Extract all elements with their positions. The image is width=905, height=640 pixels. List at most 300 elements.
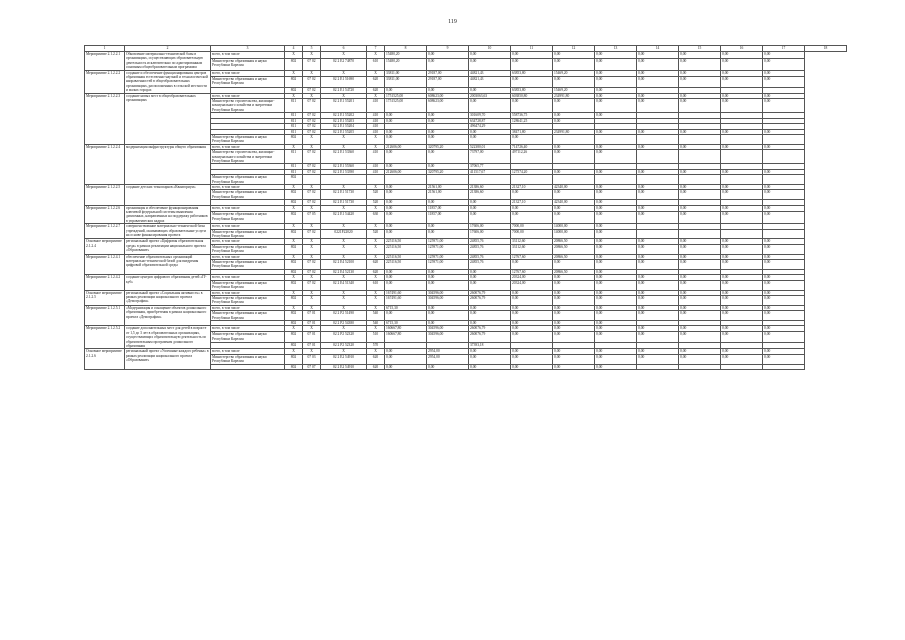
value-cell: 0,00: [763, 239, 805, 244]
value-cell: 558736,75: [511, 113, 553, 118]
value-cell: X: [285, 326, 303, 332]
value-cell: 0,00: [637, 52, 679, 59]
value-cell: 0,00: [595, 52, 637, 59]
value-cell: 07 01: [303, 343, 321, 349]
executor-cell: всего, в том числе: [211, 93, 285, 98]
value-cell: 125971,00: [427, 260, 469, 270]
value-cell: 0,00: [469, 212, 511, 224]
measure-name: региональный проект «Успешные каждого ребенка» в рамках реализации национального проекта «Образование»: [125, 349, 211, 370]
value-cell: 24855,76: [469, 239, 511, 244]
value-cell: 802: [285, 229, 303, 239]
value-cell: 0,00: [511, 190, 553, 200]
value-cell: X: [285, 205, 303, 212]
value-cell: 0,00: [679, 129, 721, 134]
value-cell: 0,00: [427, 113, 469, 118]
value-cell: X: [285, 290, 303, 295]
value-cell: 0,00: [679, 280, 721, 290]
value-cell: 33112,60: [511, 244, 553, 254]
value-cell: 0,00: [553, 212, 595, 224]
value-cell: 0,00: [679, 260, 721, 270]
value-cell: 17606,00: [469, 224, 511, 229]
value-cell: 234991,80: [553, 93, 595, 98]
value-cell: 0,00: [511, 260, 553, 270]
value-cell: X: [285, 144, 303, 149]
table-row: [85, 52, 847, 59]
value-cell: 304596,00: [427, 326, 469, 332]
value-cell: X: [285, 239, 303, 244]
value-cell: 0,00: [721, 58, 763, 70]
value-cell: 0,00: [427, 311, 469, 321]
value-cell: 0,00: [385, 134, 427, 144]
value-cell: 0,00: [469, 364, 511, 369]
value-cell: 15480,20: [385, 58, 427, 70]
value-cell: 0,00: [763, 169, 805, 174]
value-cell: 0,00: [637, 275, 679, 280]
value-cell: X: [285, 349, 303, 354]
value-cell: 21561,00: [427, 190, 469, 200]
value-cell: X: [303, 70, 321, 76]
value-cell: 0,00: [637, 326, 679, 332]
value-cell: 07 01: [303, 332, 321, 343]
value-cell: 0,00: [595, 269, 637, 274]
value-cell: 0,00: [595, 58, 637, 70]
value-cell: 0,00: [469, 320, 511, 325]
header-cell: 18: [805, 46, 847, 52]
value-cell: 304596,00: [427, 290, 469, 295]
value-cell: 0,00: [721, 326, 763, 332]
value-cell: X: [321, 52, 367, 59]
header-cell: 13: [595, 46, 637, 52]
value-cell: 0,00: [637, 332, 679, 343]
value-cell: 0,00: [469, 354, 511, 364]
value-cell: 0,00: [763, 93, 805, 98]
value-cell: 0,00: [553, 99, 595, 113]
value-cell: 0,00: [763, 354, 805, 364]
value-cell: 0,00: [595, 260, 637, 270]
value-cell: 0,00: [763, 129, 805, 134]
value-cell: 02 2 Е1 55360: [321, 164, 367, 169]
value-cell: [721, 150, 763, 164]
value-cell: 0,00: [721, 184, 763, 189]
executor-cell: всего, в том числе: [211, 275, 285, 280]
value-cell: 0,00: [679, 244, 721, 254]
value-cell: 02 2 Р2 51490: [321, 311, 367, 321]
value-cell: X: [303, 349, 321, 354]
value-cell: 225116,50: [385, 260, 427, 270]
header-cell: 11: [511, 46, 553, 52]
value-cell: X: [303, 144, 321, 149]
value-cell: 02 2 Р2 54380: [321, 320, 367, 325]
value-cell: 0,00: [637, 290, 679, 295]
value-cell: 0,00: [721, 260, 763, 270]
measure-code: Основное мероприятие 2.1.2.4: [85, 239, 125, 254]
value-cell: 0,00: [679, 70, 721, 76]
value-cell: 0,00: [553, 52, 595, 59]
executor-cell: Министерство образования и науки Республики Карелия: [211, 295, 285, 305]
value-cell: 0,00: [637, 93, 679, 98]
value-cell: 0,00: [385, 113, 427, 118]
value-cell: 0,00: [553, 260, 595, 270]
value-cell: 0,00: [595, 320, 637, 325]
value-cell: 0,00: [385, 205, 427, 212]
value-cell: 6715,30: [385, 305, 427, 310]
value-cell: 608623,00: [427, 99, 469, 113]
value-cell: 0,00: [385, 349, 427, 354]
value-cell: 0,00: [553, 332, 595, 343]
value-cell: 0,00: [385, 364, 427, 369]
value-cell: 0,00: [511, 205, 553, 212]
value-cell: 21327,10: [511, 184, 553, 189]
value-cell: 0,00: [721, 254, 763, 259]
value-cell: 125971,00: [427, 239, 469, 244]
value-cell: 21386,60: [469, 184, 511, 189]
value-cell: 07 02: [303, 99, 321, 113]
value-cell: 0,00: [469, 349, 511, 354]
value-cell: 1751525,00: [385, 99, 427, 113]
value-cell: 0,00: [721, 349, 763, 354]
value-cell: 0,00: [763, 184, 805, 189]
value-cell: X: [367, 144, 385, 149]
value-cell: 02 2 Е1 54420: [321, 212, 367, 224]
value-cell: 0,00: [595, 254, 637, 259]
value-cell: 522380,01: [469, 144, 511, 149]
measure-code: Мероприятие 2.1.2.2.5: [85, 184, 125, 205]
header-cell: 14: [637, 46, 679, 52]
value-cell: 304596,00: [427, 332, 469, 343]
value-cell: 33811,00: [385, 70, 427, 76]
value-cell: 620: [367, 269, 385, 274]
value-cell: 0,00: [553, 326, 595, 332]
measure-name: обеспечение образовательных организаций материально-технической базой для внедрения цифровой образовательной среды: [125, 254, 211, 275]
value-cell: 73797,00: [469, 150, 511, 164]
value-cell: 0,00: [679, 332, 721, 343]
value-cell: 12767,60: [511, 269, 553, 274]
value-cell: 0,00: [595, 113, 637, 118]
value-cell: 15469,20: [553, 87, 595, 93]
value-cell: 802: [285, 76, 303, 87]
executor-cell: всего, в том числе: [211, 254, 285, 259]
value-cell: 0,00: [763, 332, 805, 343]
value-cell: 0,00: [721, 93, 763, 98]
value-cell: 0,00: [427, 164, 469, 169]
value-cell: 0,00: [553, 290, 595, 295]
value-cell: X: [285, 70, 303, 76]
value-cell: 02 2 Е1 55205: [321, 129, 367, 134]
executor-cell: всего, в том числе: [211, 144, 285, 149]
value-cell: 410: [367, 113, 385, 118]
value-cell: 29187,00: [427, 70, 469, 76]
value-cell: X: [367, 275, 385, 280]
value-cell: 0,00: [721, 144, 763, 149]
value-cell: X: [321, 134, 367, 144]
executor-cell: всего, в том числе: [211, 70, 285, 76]
value-cell: 20324,00: [511, 275, 553, 280]
value-cell: X: [367, 254, 385, 259]
header-cell: 3: [211, 46, 285, 52]
executor-cell: Министерство образования и науки Республики Карелия: [211, 280, 285, 290]
value-cell: 630: [367, 212, 385, 224]
value-cell: 0,00: [763, 144, 805, 149]
value-cell: 0,00: [553, 58, 595, 70]
value-cell: 0,00: [595, 229, 637, 239]
value-cell: 0,00: [595, 326, 637, 332]
value-cell: [427, 175, 469, 185]
value-cell: 0,00: [679, 239, 721, 244]
value-cell: 15469,20: [553, 70, 595, 76]
value-cell: 411517,67: [469, 169, 511, 174]
value-cell: 0,00: [385, 87, 427, 93]
value-cell: 2954,00: [427, 354, 469, 364]
value-cell: 02 2 Е4 52100: [321, 260, 367, 270]
value-cell: 14000,00: [553, 224, 595, 229]
value-cell: X: [321, 144, 367, 149]
value-cell: 0,00: [721, 129, 763, 134]
value-cell: 0,00: [679, 275, 721, 280]
value-cell: 301609,70: [469, 113, 511, 118]
measure-name: создание дополнительных мест для детей в возрасте от 1,5 до 3 лет в образовательных организациях, осуществляющих образовательную деятельность по образовательным программам дошкольного образования: [125, 326, 211, 349]
value-cell: X: [285, 93, 303, 98]
value-cell: 0,00: [595, 311, 637, 321]
value-cell: 24855,76: [469, 254, 511, 259]
value-cell: X: [367, 93, 385, 98]
value-cell: 0,00: [427, 200, 469, 205]
value-cell: 603850,80: [511, 93, 553, 98]
measure-code: Мероприятие 2.1.2.2.2: [85, 70, 125, 93]
value-cell: 0,00: [511, 212, 553, 224]
value-cell: 0,00: [595, 305, 637, 310]
value-cell: 0,00: [553, 118, 595, 123]
value-cell: 714726,40: [511, 144, 553, 149]
value-cell: 225116,50: [385, 239, 427, 244]
value-cell: 0,00: [679, 52, 721, 59]
value-cell: 0,00: [595, 275, 637, 280]
executor-cell: Министерство образования и науки Республики Карелия: [211, 58, 285, 70]
value-cell: 0,00: [553, 169, 595, 174]
value-cell: 02 2 Е1 55203: [321, 118, 367, 123]
value-cell: 0,00: [511, 326, 553, 332]
value-cell: [595, 134, 637, 144]
value-cell: 802: [285, 332, 303, 343]
value-cell: 0,00: [427, 52, 469, 59]
value-cell: 260076,79: [469, 290, 511, 295]
value-cell: X: [303, 239, 321, 244]
value-cell: [721, 364, 763, 369]
value-cell: X: [321, 70, 367, 76]
measure-code: Мероприятие 2.1.2.5.2: [85, 326, 125, 349]
value-cell: 0,00: [679, 190, 721, 200]
value-cell: X: [367, 295, 385, 305]
value-cell: 0,00: [511, 364, 553, 369]
value-cell: X: [303, 205, 321, 212]
value-cell: 20324,00: [511, 280, 553, 290]
value-cell: 0,00: [679, 99, 721, 113]
value-cell: X: [285, 52, 303, 59]
value-cell: 11857,00: [427, 212, 469, 224]
value-cell: 0,00: [595, 150, 637, 164]
value-cell: 802: [285, 343, 303, 349]
value-cell: 0,00: [427, 150, 469, 164]
value-cell: 0221F22020: [321, 229, 367, 239]
value-cell: 07 07: [303, 364, 321, 369]
value-cell: 0,00: [427, 224, 469, 229]
value-cell: 0,00: [595, 239, 637, 244]
measure-code: Мероприятие 2.1.2.2.7: [85, 224, 125, 239]
value-cell: 0,00: [679, 76, 721, 87]
value-cell: 410: [367, 150, 385, 164]
value-cell: 0,00: [679, 254, 721, 259]
value-cell: 02 2 Е4 51340: [321, 280, 367, 290]
value-cell: 0,00: [595, 200, 637, 205]
value-cell: X: [303, 184, 321, 189]
value-cell: 802: [285, 280, 303, 290]
executor-cell: всего, в том числе: [211, 349, 285, 354]
value-cell: 07 02: [303, 200, 321, 205]
value-cell: 33112,60: [511, 239, 553, 244]
value-cell: 38471,80: [511, 129, 553, 134]
value-cell: 212606,00: [385, 144, 427, 149]
measure-name: Обновление материально-технической базы в организациях, осуществляющих образовательную деятельность исключительно по адаптированным основным общеобразовательным программам: [125, 52, 211, 71]
executor-cell: Министерство образования и науки Республики Карелия: [211, 134, 285, 144]
value-cell: 0,00: [637, 144, 679, 149]
value-cell: [511, 175, 553, 185]
value-cell: 0,00: [763, 280, 805, 290]
value-cell: 07 03: [303, 354, 321, 364]
value-cell: [721, 134, 763, 144]
value-cell: 0,00: [721, 212, 763, 224]
value-cell: 0,00: [469, 305, 511, 310]
value-cell: 0,00: [637, 280, 679, 290]
measure-name: региональный проект «Цифровая образовательная среда» в рамках реализации национального проекта «Образование»: [125, 239, 211, 254]
value-cell: X: [303, 275, 321, 280]
executor-cell: Министерство строительства, жилищно-коммунального хозяйства и энергетики Республики Карелия: [211, 99, 285, 113]
value-cell: 0,00: [595, 87, 637, 93]
executor-cell: всего, в том числе: [211, 239, 285, 244]
value-cell: 0,00: [427, 58, 469, 70]
value-cell: [637, 150, 679, 164]
value-cell: 0,00: [679, 93, 721, 98]
value-cell: 0,00: [553, 280, 595, 290]
value-cell: 0,00: [553, 295, 595, 305]
executor-cell: Министерство образования и науки Республики Карелия: [211, 175, 285, 185]
value-cell: 802: [285, 200, 303, 205]
value-cell: 7000,00: [511, 224, 553, 229]
value-cell: [721, 229, 763, 239]
value-cell: 21561,00: [427, 184, 469, 189]
value-cell: 0,00: [427, 229, 469, 239]
measure-code: Мероприятие 2.1.2.2.3: [85, 93, 125, 144]
value-cell: 07 02: [303, 129, 321, 134]
value-cell: 7000,00: [511, 229, 553, 239]
value-cell: 0,00: [553, 364, 595, 369]
value-cell: X: [321, 349, 367, 354]
value-cell: 0,00: [511, 354, 553, 364]
executor-cell: всего, в том числе: [211, 52, 285, 59]
value-cell: X: [303, 52, 321, 59]
header-cell: 5: [303, 46, 321, 52]
value-cell: 0,00: [763, 52, 805, 59]
header-cell: 17: [763, 46, 805, 52]
value-cell: 12767,60: [511, 254, 553, 259]
value-cell: 160667,80: [385, 332, 427, 343]
value-cell: [763, 229, 805, 239]
value-cell: 0,00: [511, 305, 553, 310]
value-cell: 0,00: [595, 280, 637, 290]
value-cell: 802: [285, 175, 303, 185]
header-cell: 8: [385, 46, 427, 52]
value-cell: X: [285, 275, 303, 280]
value-cell: 811: [285, 99, 303, 113]
value-cell: [321, 175, 367, 185]
value-cell: 802: [285, 134, 303, 144]
value-cell: 811: [285, 164, 303, 169]
value-cell: 540: [367, 320, 385, 325]
value-cell: 496474,29: [469, 124, 511, 129]
value-cell: X: [321, 184, 367, 189]
value-cell: 0,00: [595, 364, 637, 369]
value-cell: 0,00: [511, 349, 553, 354]
value-cell: X: [321, 295, 367, 305]
executor-cell: Министерство образования и науки Республики Карелия: [211, 332, 285, 343]
value-cell: 540: [367, 311, 385, 321]
value-cell: 0,00: [385, 200, 427, 205]
value-cell: 0,00: [553, 150, 595, 164]
value-cell: 0,00: [553, 275, 595, 280]
value-cell: 225116,50: [385, 254, 427, 259]
value-cell: 0,00: [721, 70, 763, 76]
executor-cell: всего, в том числе: [211, 224, 285, 229]
value-cell: 0,00: [763, 260, 805, 270]
value-cell: 63853,80: [511, 70, 553, 76]
value-cell: [595, 175, 637, 185]
value-cell: X: [303, 305, 321, 310]
value-cell: X: [367, 134, 385, 144]
value-cell: [637, 134, 679, 144]
value-cell: 0,00: [511, 295, 553, 305]
value-cell: [763, 150, 805, 164]
value-cell: 0,00: [595, 212, 637, 224]
value-cell: 802: [285, 58, 303, 70]
value-cell: 0,00: [553, 113, 595, 118]
value-cell: 0,00: [385, 129, 427, 134]
value-cell: 802: [285, 244, 303, 254]
value-cell: X: [367, 52, 385, 59]
value-cell: [721, 175, 763, 185]
value-cell: 2954,00: [427, 349, 469, 354]
value-cell: X: [321, 326, 367, 332]
header-cell: 1: [85, 46, 125, 52]
value-cell: 0,00: [763, 70, 805, 76]
value-cell: 0,00: [637, 76, 679, 87]
measure-name: «Модернизация и оснащение объектов дошкольного образования, приобретения в рамках национального проекта «Демография»: [125, 305, 211, 326]
value-cell: 0,00: [763, 212, 805, 224]
measure-code: Мероприятие 2.1.2.5.1: [85, 305, 125, 326]
value-cell: X: [367, 326, 385, 332]
value-cell: 0,00: [385, 269, 427, 274]
value-cell: 0,00: [595, 290, 637, 295]
measure-code: Мероприятие 2.1.2.4.1: [85, 254, 125, 275]
value-cell: 802: [285, 320, 303, 325]
page-number: 119: [448, 19, 457, 25]
value-cell: 410: [367, 99, 385, 113]
value-cell: X: [321, 290, 367, 295]
value-cell: 0,00: [679, 169, 721, 174]
value-cell: 0,00: [637, 99, 679, 113]
value-cell: 0,00: [763, 305, 805, 310]
value-cell: 0,00: [427, 269, 469, 274]
value-cell: 0,00: [385, 280, 427, 290]
value-cell: 20866,50: [553, 269, 595, 274]
value-cell: 0,00: [427, 364, 469, 369]
